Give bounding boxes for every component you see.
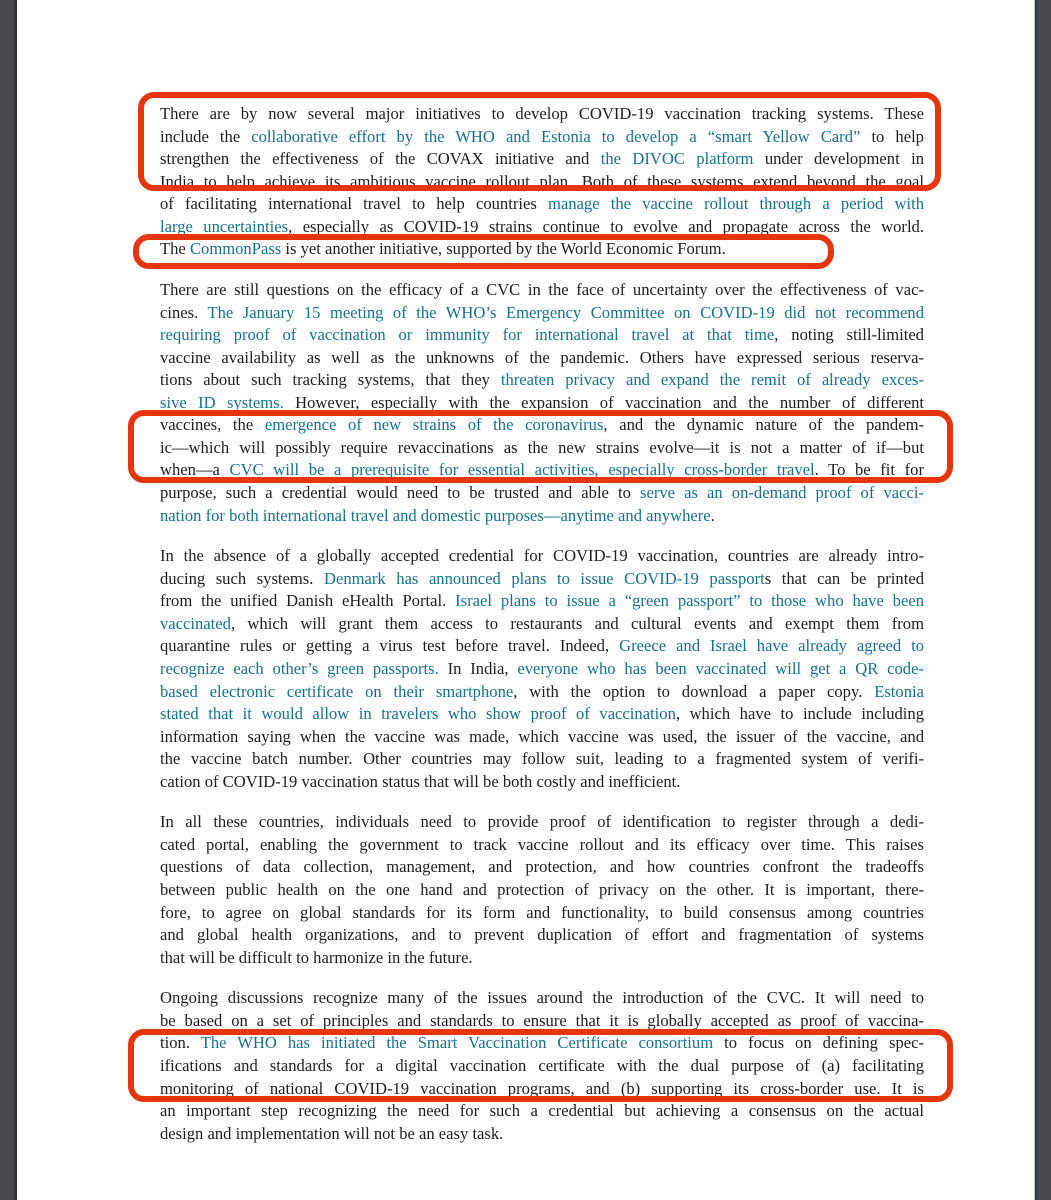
hyperlink[interactable]: vaccinated <box>160 613 231 633</box>
text-line <box>160 856 924 879</box>
text-run: fore, to agree on global standards for its form and functionality, to build consensus among countries <box>160 902 924 922</box>
text-line <box>160 347 924 370</box>
text-run: from the unified Danish eHealth Portal. <box>160 591 456 611</box>
hyperlink[interactable]: CVC will be a prerequisite for essential activities, especially cross-border travel <box>229 460 815 480</box>
text-run: of facilitating international travel to help countries <box>160 194 548 214</box>
text-run: There are still questions on the efficacy of a CVC in the face of uncertainty over the effectiveness of vac- <box>160 279 924 299</box>
text-run: under development in <box>753 149 924 169</box>
text-line <box>160 1100 924 1123</box>
hyperlink[interactable]: the DIVOC platform <box>600 149 754 169</box>
text-run: , with the option to download a paper copy. <box>513 681 875 701</box>
hyperlink[interactable]: The January 15 meeting of the WHO’s Emergency Committee on COVID-19 did not recommend <box>207 302 924 322</box>
text-line <box>160 392 924 415</box>
text-run: questions of data collection, management, and protection, and how countries confront the tradeoffs <box>160 857 924 877</box>
text-line <box>160 1123 924 1146</box>
text-line <box>160 726 924 749</box>
text-line <box>160 658 924 681</box>
text-run: is yet another initiative, supported by the World Economic Forum. <box>281 239 726 259</box>
text-line <box>160 879 924 902</box>
text-line <box>160 126 924 149</box>
text-line <box>160 987 924 1010</box>
text-run: be based on a set of principles and standards to ensure that it is globally accepted as proof of vaccina- <box>160 1010 924 1030</box>
text-run: There are by now several major initiatives to develop COVID-19 vaccination tracking systems. These <box>160 104 924 123</box>
text-line <box>160 302 924 325</box>
text-line <box>160 482 924 505</box>
text-line <box>160 369 924 392</box>
text-line <box>160 238 924 261</box>
text-run: monitoring of national COVID-19 vaccination programs, and (b) supporting its cross-border use. It is <box>160 1078 924 1098</box>
text-run: cines. <box>160 302 208 322</box>
text-line <box>160 1010 924 1033</box>
text-line <box>160 902 924 925</box>
paragraph-2 <box>160 279 924 527</box>
hyperlink[interactable]: manage the vaccine rollout through a period with <box>547 194 924 214</box>
hyperlink[interactable]: The WHO has initiated the Smart Vaccination Certificate consortium <box>200 1033 714 1053</box>
hyperlink[interactable]: recognize each other’s green passports. <box>160 658 439 678</box>
document-page <box>17 0 1034 1200</box>
hyperlink[interactable]: CommonPass <box>189 239 282 259</box>
text-run: purpose, such a credential would need to be trusted and able to <box>160 483 641 502</box>
text-run: quarantine rules or getting a virus test before travel. Indeed, <box>160 636 620 656</box>
text-line <box>160 324 924 347</box>
text-line <box>160 216 924 239</box>
text-run: , noting still-limited <box>774 325 924 345</box>
paragraph-5 <box>160 987 924 1145</box>
text-run: . To be fit for <box>814 460 924 480</box>
hyperlink[interactable]: nation for both international travel and domestic purposes—anytime and anywhere <box>160 505 711 525</box>
hyperlink[interactable]: Denmark has announced plans to issue COVID-19 passport <box>323 568 765 588</box>
text-line <box>160 613 924 636</box>
text-line <box>160 505 924 528</box>
text-run: vaccines, the <box>160 415 265 435</box>
text-line <box>160 748 924 771</box>
text-line <box>160 590 924 613</box>
hyperlink[interactable]: stated that it would allow in travelers who show proof of vaccination <box>160 704 676 724</box>
text-run: , especially as COVID-19 strains continue to evolve and propagate across the world. <box>288 216 924 236</box>
text-line <box>160 193 924 216</box>
text-run: . <box>710 505 715 525</box>
text-run: cated portal, enabling the government to track vaccine rollout and its efficacy over time. This raises <box>160 834 924 854</box>
text-run: In all these countries, individuals need to provide proof of identification to register through a dedi- <box>160 812 924 832</box>
text-run: and global health organizations, and to prevent duplication of effort and fragmentation of systems <box>160 925 924 945</box>
text-run: an important step recognizing the need for such a credential but achieving a consensus on the actual <box>160 1101 924 1121</box>
text-line <box>160 1078 924 1101</box>
text-run: tion. <box>160 1033 201 1053</box>
text-run: strengthen the effectiveness of the COVAX initiative and <box>160 149 601 169</box>
text-run: ifications and standards for a digital vaccination certificate with the dual purpose of (a) facilitating <box>160 1055 924 1075</box>
text-line <box>160 148 924 171</box>
text-run: the vaccine batch number. Other countries may follow suit, leading to a fragmented system of verifi- <box>160 749 924 769</box>
text-line <box>160 437 924 460</box>
window-frame-left <box>0 0 17 1200</box>
hyperlink[interactable]: based electronic certificate on their smartphone <box>160 681 514 701</box>
text-line <box>160 103 924 126</box>
text-run: include the <box>160 126 252 146</box>
hyperlink[interactable]: sive ID systems. <box>160 392 284 412</box>
window-frame-right <box>1034 0 1051 1200</box>
text-line <box>160 1055 924 1078</box>
hyperlink[interactable]: large uncertainties <box>160 216 289 236</box>
text-line <box>160 811 924 834</box>
text-line <box>160 681 924 704</box>
paragraph-3 <box>160 545 924 793</box>
text-line <box>160 703 924 726</box>
text-line <box>160 414 924 437</box>
text-run: to help <box>860 126 924 146</box>
text-run: when—a <box>160 460 230 480</box>
text-run: vaccine availability as well as the unknowns of the pandemic. Others have expressed serious reserva- <box>160 347 924 367</box>
text-run: India to help achieve its ambitious vaccine rollout plan. Both of these systems extend beyond the goal <box>160 171 924 191</box>
hyperlink[interactable]: requiring proof of vaccination or immunity for international travel at that time <box>160 325 775 345</box>
text-run: cation of COVID-19 vaccination status that will be both costly and inefficient. <box>160 771 681 791</box>
text-line <box>160 459 924 482</box>
text-line <box>160 568 924 591</box>
text-run: s that can be printed <box>764 568 924 588</box>
hyperlink[interactable]: Estonia <box>874 681 924 701</box>
text-line <box>160 771 924 794</box>
hyperlink[interactable]: Israel plans to issue a “green passport” to those who have been <box>455 591 924 611</box>
text-run: The <box>160 239 190 259</box>
text-run: , and the dynamic nature of the pandem- <box>603 415 925 435</box>
hyperlink[interactable]: Greece and Israel have already agreed to <box>619 636 924 656</box>
text-run: Ongoing discussions recognize many of the issues around the introduction of the CVC. It will need to <box>160 988 924 1008</box>
text-line <box>160 545 924 568</box>
text-line <box>160 635 924 658</box>
text-run: In India, <box>438 658 518 678</box>
hyperlink[interactable]: everyone who has been vaccinated will get a QR code- <box>517 658 924 678</box>
text-run: However, especially with the expansion of vaccination and the number of different <box>283 392 924 412</box>
text-line <box>160 279 924 302</box>
text-line <box>160 1032 924 1055</box>
text-run: between public health on the one hand and protection of privacy on the other. It is important, there- <box>160 880 924 899</box>
text-run: In the absence of a globally accepted credential for COVID-19 vaccination, countries are already intro- <box>160 546 924 566</box>
document-body <box>160 103 924 1163</box>
text-run: tions about such tracking systems, that they <box>160 370 501 390</box>
text-run: to focus on defining spec- <box>713 1033 924 1053</box>
text-line <box>160 947 924 970</box>
text-run: , which will grant them access to restaurants and cultural events and exempt them from <box>230 613 924 633</box>
text-line <box>160 171 924 194</box>
paragraph-1 <box>160 103 924 261</box>
text-run: , which have to include including <box>675 704 924 724</box>
hyperlink[interactable]: collaborative effort by the WHO and Estonia to develop a “smart Yellow Card” <box>251 126 861 146</box>
text-run: that will be difficult to harmonize in the future. <box>160 947 473 967</box>
text-line <box>160 834 924 857</box>
text-line <box>160 924 924 947</box>
text-run: information saying when the vaccine was made, which vaccine was used, the issuer of the vaccine, and <box>160 726 924 746</box>
text-run: ducing such systems. <box>160 568 324 588</box>
text-run: design and implementation will not be an easy task. <box>160 1123 504 1143</box>
hyperlink[interactable]: serve as an on-demand proof of vacci- <box>640 483 924 502</box>
hyperlink[interactable]: emergence of new strains of the coronavirus <box>264 415 604 435</box>
text-run: ic—which will possibly require revaccinations as the new strains evolve—it is not a matter of if—but <box>160 437 924 457</box>
hyperlink[interactable]: threaten privacy and expand the remit of already exces- <box>500 370 924 390</box>
paragraph-4 <box>160 811 924 969</box>
